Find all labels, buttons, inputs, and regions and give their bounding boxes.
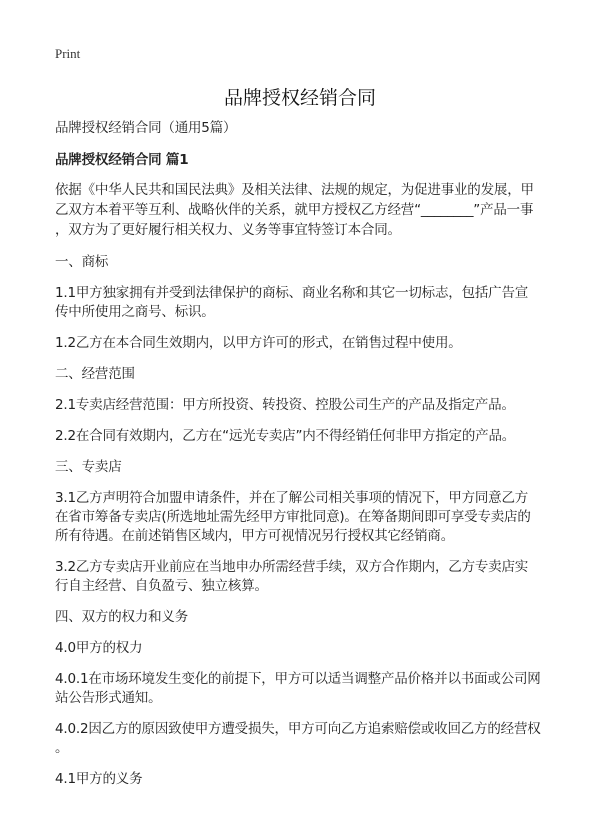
paragraph-line: 4.0甲方的权力 [55,640,143,656]
paragraph-line: 一、商标 [55,254,109,270]
paragraph [55,720,575,758]
paragraph-line: 3.2乙方专卖店开业前应在当地申办所需经营手续，双方合作期内，乙方专卖店实 [55,559,529,575]
paragraph [55,365,575,384]
paragraph [55,670,575,708]
paragraph [55,558,575,596]
paragraph-line: 2.1专卖店经营范围：甲方所投资、转投资、控股公司生产的产品及指定产品。 [55,397,515,413]
paragraph-line: 在省市筹备专卖店(所选地址需先经甲方审批同意)。在筹备期间即可享受专卖店的 [55,509,531,525]
paragraph [55,284,575,322]
section-heading: 品牌授权经销合同 篇1 [55,152,189,168]
paragraph-list [55,180,575,789]
paragraph-line: 3.1乙方声明符合加盟申请条件，并在了解公司相关事项的情况下，甲方同意乙方 [55,490,529,506]
paragraph [55,639,575,658]
paragraph-line: 乙双方本着平等互利、战略伙伴的关系，就甲方授权乙方经营“________”产品一事 [55,202,534,218]
paragraph-line: 站公告形式通知。 [55,690,162,706]
document-body [55,119,575,801]
paragraph [55,608,575,627]
document-subtitle: 品牌授权经销合同（通用5篇） [55,120,237,136]
paragraph-line: 依据《中华人民共和国民法典》及相关法律、法规的规定，为促进事业的发展，甲 [55,182,534,198]
paragraph [55,770,575,789]
paragraph-line: 4.1甲方的义务 [55,771,143,787]
paragraph-line: 三、专卖店 [55,459,122,475]
paragraph-line: ，双方为了更好履行相关权力、义务等事宜特签订本合同。 [55,222,401,238]
paragraph [55,334,575,353]
paragraph-line: 四、双方的权力和义务 [55,609,188,625]
paragraph [55,253,575,272]
paragraph [55,489,575,546]
paragraph-line: 4.0.2因乙方的原因致使甲方遭受损失，甲方可向乙方追索赔偿或收回乙方的经营权 [55,721,541,737]
paragraph [55,180,575,240]
paragraph-line: 所有待遇。在前述销售区域内，甲方可视情况另行授权其它经销商。 [55,528,454,544]
paragraph [55,458,575,477]
paragraph-line: 1.1甲方独家拥有并受到法律保护的商标、商业名称和其它一切标志，包括广告宣 [55,285,529,301]
paragraph-line: 4.0.1在市场环境发生变化的前提下，甲方可以适当调整产品价格并以书面或公司网 [55,671,541,687]
paragraph-line: 1.2乙方在本合同生效期内，以甲方许可的形式，在销售过程中使用。 [55,335,462,351]
paragraph-line: 行自主经营、自负盈亏、独立核算。 [55,578,268,594]
paragraph [55,396,575,415]
print-link[interactable]: Print [55,46,81,61]
paragraph-line: 2.2在合同有效期内，乙方在“远光专卖店”内不得经销任何非甲方指定的产品。 [55,428,516,444]
paragraph-line: 传中所使用之商号、标识。 [55,304,215,320]
paragraph-line: 。 [55,740,69,756]
paragraph-line: 二、经营范围 [55,366,135,382]
document-title: 品牌授权经销合同 [223,87,376,109]
paragraph [55,427,575,446]
